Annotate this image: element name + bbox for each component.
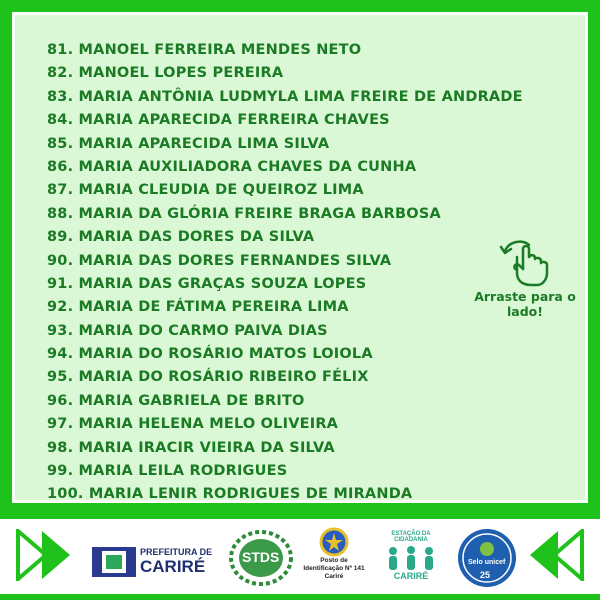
content-panel [12,12,588,503]
list-item: 97. MARIA HELENA MELO OLIVEIRA [47,416,339,433]
name-list [47,39,523,507]
carire-flag-icon [92,547,136,577]
list-item: 93. MARIA DO CARMO PAIVA DIAS [47,322,328,339]
prefeitura-carire-logo [92,545,218,579]
footer-logos [0,519,600,594]
stds-logo [226,529,296,587]
list-item: 98. MARIA IRACIR VIEIRA DA SILVA [47,439,335,456]
list-item: 89. MARIA DAS DORES DA SILVA [47,229,315,246]
double-chevron-left-icon [522,529,584,581]
list-item: 86. MARIA AUXILIADORA CHAVES DA CUNHA [47,158,417,175]
list-item: 88. MARIA DA GLÓRIA FREIRE BRAGA BARBOSA [47,205,441,222]
list-item: 87. MARIA CLEUDIA DE QUEIROZ LIMA [47,182,364,199]
carire-label: CARIRÉ [140,557,206,576]
prefeitura-label: PREFEITURA DE [140,547,213,557]
brasao-icon [318,527,350,557]
stds-label: STDS [242,549,280,565]
estacao-label: ESTAÇÃO DA CIDADANIA [391,531,431,543]
list-item: 95. MARIA DO ROSÁRIO RIBEIRO FÉLIX [47,369,369,386]
posto-label-2: Identificação Nº 141 [303,565,365,572]
list-item: 82. MANOEL LOPES PEREIRA [47,65,284,82]
list-item: 99. MARIA LEILA RODRIGUES [47,463,288,480]
list-item: 100. MARIA LENIR RODRIGUES DE MIRANDA [47,486,413,503]
list-item: 85. MARIA APARECIDA LIMA SILVA [47,135,330,152]
estacao-carire-label: CARIRÉ [393,571,429,581]
selo-number: 25 [480,570,491,580]
list-item: 91. MARIA DAS GRAÇAS SOUZA LOPES [47,275,367,292]
footer-bottom-bar [0,594,600,600]
estacao-cidadania-logo [376,531,446,589]
swipe-hint [455,237,595,319]
posto-label-1: Posto de [320,557,348,564]
selo-unicef-logo [456,527,518,589]
list-item: 84. MARIA APARECIDA FERREIRA CHAVES [47,112,390,129]
list-item: 94. MARIA DO ROSÁRIO MATOS LOIOLA [47,346,373,363]
list-item: 83. MARIA ANTÔNIA LUDMYLA LIMA FREIRE DE ANDRADE [47,88,523,105]
list-item: 96. MARIA GABRIELA DE BRITO [47,392,305,409]
selo-label: Selo unicef [468,559,506,566]
people-icon [381,545,441,571]
list-item: 92. MARIA DE FÁTIMA PEREIRA LIMA [47,299,349,316]
list-item: 81. MANOEL FERREIRA MENDES NETO [47,42,362,58]
posto-identificacao-logo [298,527,370,591]
swipe-hand-icon [499,237,551,287]
posto-label-3: Cariré [324,573,344,580]
list-item: 90. MARIA DAS DORES FERNANDES SILVA [47,252,392,269]
double-chevron-right-icon [16,529,78,581]
swipe-hint-label: Arraste para o lado! [474,289,576,319]
